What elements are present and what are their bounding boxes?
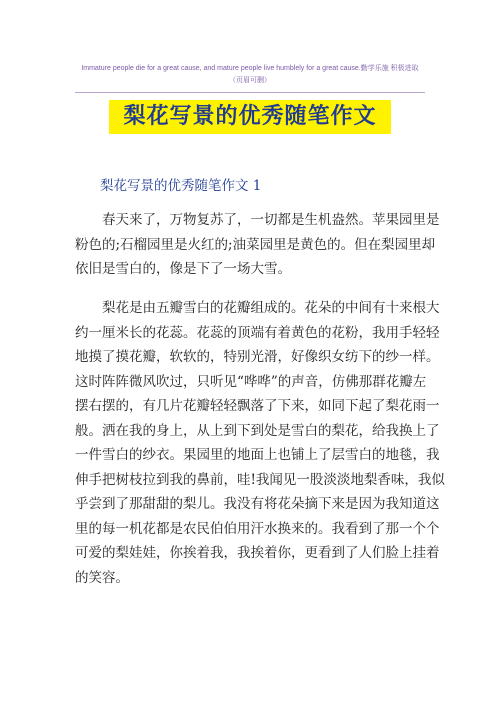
section-heading: 梨花写景的优秀随笔作文 1 xyxy=(100,178,262,194)
paragraph-line: 这时阵阵微风吹过，只听见“哗哗”的声音，仿佛那群花瓣左 xyxy=(75,373,427,390)
paragraph-line: 摆右摆的，有几片花瓣轻轻飘落了下来，如同下起了梨花雨一 xyxy=(75,398,440,414)
header-note: （页眉可删） xyxy=(229,77,271,84)
paragraph-2 xyxy=(75,296,445,590)
paragraph-line: 粉色的;石榴园里是火红的;油菜园里是黄色的。但在梨园里却 xyxy=(75,236,436,253)
header-motto: Immature people die for a great cause, and mature people live humblely for a great cause.勤学乐施 积极进取 xyxy=(81,65,419,72)
paragraph-line: 一件雪白的纱衣。果园里的地面上也铺上了层雪白的地毯，我 xyxy=(75,447,440,463)
paragraph-line: 约一厘米长的花蕊。花蕊的顶端有着黄色的花粉，我用手轻轻 xyxy=(75,324,440,341)
paragraph-line: 梨花是由五瓣雪白的花瓣组成的。花朵的中间有十来根大 xyxy=(75,300,440,316)
paragraph-line: 伸手把树枝拉到我的鼻前，哇!我闻见一股淡淡地梨香味，我似 xyxy=(75,471,445,488)
paragraph-line: 春天来了，万物复苏了，一切都是生机盎然。苹果园里是 xyxy=(75,212,440,228)
title-container xyxy=(0,100,500,134)
paragraph-line: 般。洒在我的身上，从上到下到处是雪白的梨花，给我换上了 xyxy=(75,422,440,439)
paragraph-line: 依旧是雪白的，像是下了一场大雪。 xyxy=(75,261,291,277)
document-title: 梨花写景的优秀随笔作文 xyxy=(109,100,390,134)
header-divider xyxy=(75,92,425,93)
paragraph-line: 地摸了摸花瓣，软软的，特别光滑，好像织女纺下的纱一样。 xyxy=(75,349,440,365)
paragraph-line: 乎尝到了那甜甜的梨儿。我没有将花朵摘下来是因为我知道这 xyxy=(75,496,440,512)
paragraph-line: 可爱的梨娃娃，你挨着我，我挨着你，更看到了人们脸上挂着 xyxy=(75,545,440,561)
paragraph-line: 的笑容。 xyxy=(75,569,129,586)
paragraph-1 xyxy=(75,208,440,282)
paragraph-line: 里的每一机花都是农民伯伯用汗水换来的。我看到了那一个个 xyxy=(75,520,440,537)
